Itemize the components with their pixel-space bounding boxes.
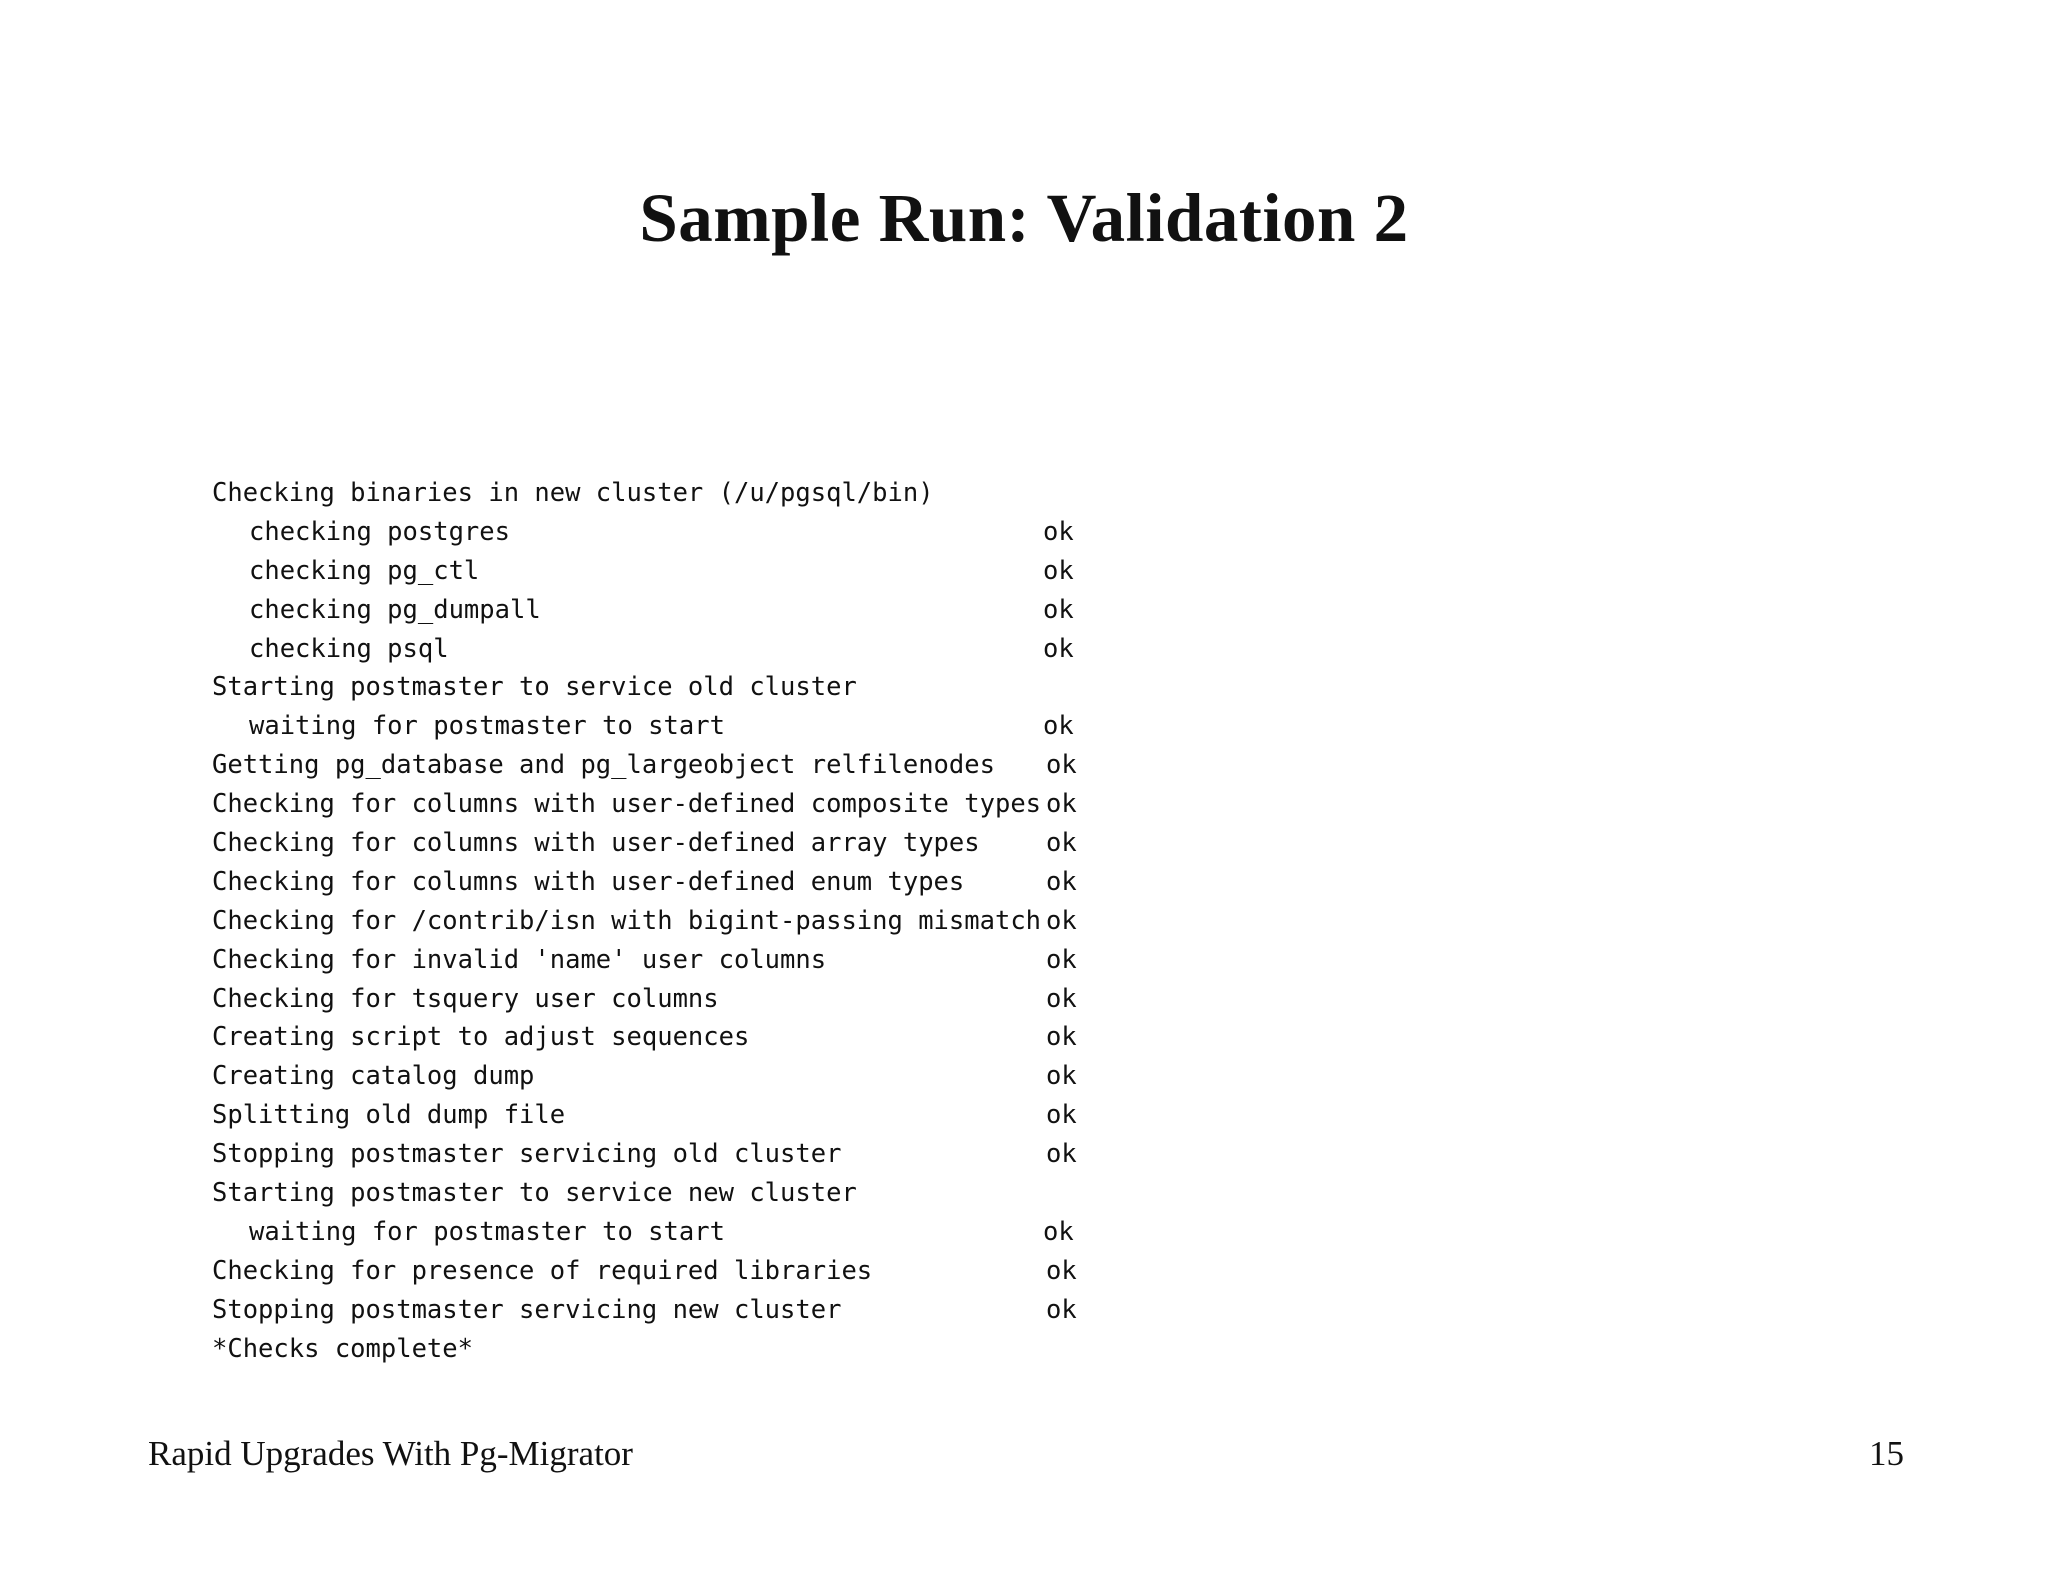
console-line (212, 980, 1212, 1019)
console-line-text: Creating script to adjust sequences (212, 1022, 750, 1053)
console-line (212, 785, 1212, 824)
console-line-status: ok (1046, 828, 1077, 859)
console-line (212, 591, 1212, 630)
console-line-text: Checking for /contrib/isn with bigint-passing mismatch (212, 905, 1042, 936)
console-line (212, 1252, 1212, 1291)
console-line-text: Starting postmaster to service new cluster (212, 1178, 857, 1209)
console-line-text: waiting for postmaster to start (249, 1216, 725, 1247)
console-line (212, 513, 1212, 552)
console-line-text: Checking binaries in new cluster (/u/pgsql/bin) (212, 478, 934, 508)
console-line-status: ok (1046, 750, 1077, 781)
console-line-status: ok (1046, 1022, 1077, 1053)
console-line-text: checking psql (249, 633, 449, 664)
console-line-text: Checking for columns with user-defined composite types (212, 789, 1042, 820)
console-line-status: ok (1043, 711, 1074, 742)
page-number: 15 (1869, 1434, 1904, 1473)
console-line-status: ok (1046, 944, 1077, 975)
console-line-text: Getting pg_database and pg_largeobject relfilenodes (212, 750, 995, 781)
console-line (212, 1213, 1212, 1252)
console-line (212, 746, 1212, 785)
console-line-text: Starting postmaster to service old cluster (212, 672, 857, 703)
console-line-status: ok (1043, 1216, 1074, 1247)
console-line (212, 1018, 1212, 1057)
console-line-status: ok (1046, 789, 1077, 820)
console-line (212, 1291, 1212, 1330)
console-line (212, 1096, 1212, 1135)
console-line-status: ok (1046, 905, 1077, 936)
console-line-status: ok (1046, 1294, 1077, 1325)
console-line-status: ok (1043, 594, 1074, 625)
console-line-status: ok (1046, 1255, 1077, 1286)
console-line-status: ok (1046, 1139, 1077, 1170)
console-line (212, 1135, 1212, 1174)
console-line (212, 552, 1212, 591)
console-line (212, 863, 1212, 902)
console-line-text: Creating catalog dump (212, 1061, 535, 1092)
console-output (212, 474, 1212, 1368)
console-line (212, 902, 1212, 941)
console-line-text: Checking for presence of required libraries (212, 1255, 873, 1286)
console-line-text: Checking for columns with user-defined array types (212, 828, 980, 859)
console-line-status: ok (1046, 1100, 1077, 1131)
console-line-status: ok (1043, 516, 1074, 547)
console-line (212, 668, 1212, 707)
console-line-status: ok (1046, 866, 1077, 897)
console-line-status: ok (1043, 633, 1074, 664)
console-line-text: Checking for tsquery user columns (212, 983, 719, 1014)
console-line (212, 1174, 1212, 1213)
console-line (212, 824, 1212, 863)
console-line-text: Stopping postmaster servicing new cluster (212, 1294, 842, 1325)
console-line (212, 707, 1212, 746)
console-line-text: checking postgres (249, 516, 510, 547)
console-line-text: checking pg_ctl (249, 555, 480, 586)
console-line-text: *Checks complete* (212, 1333, 473, 1364)
console-line-status: ok (1043, 555, 1074, 586)
console-line-text: Stopping postmaster servicing old cluster (212, 1139, 842, 1170)
console-line-text: Checking for invalid 'name' user columns (212, 944, 827, 975)
console-line (212, 1057, 1212, 1096)
console-line-text: checking pg_dumpall (249, 594, 541, 625)
console-line-status: ok (1046, 1061, 1077, 1092)
slide-title: Sample Run: Validation 2 (639, 180, 1409, 256)
console-line-text: Splitting old dump file (212, 1100, 566, 1131)
console-line (212, 1330, 1212, 1369)
console-line-text: Checking for columns with user-defined enum types (212, 866, 965, 897)
footer-title: Rapid Upgrades With Pg-Migrator (148, 1434, 633, 1473)
console-line (212, 941, 1212, 980)
console-line-text: waiting for postmaster to start (249, 711, 725, 742)
console-line-status: ok (1046, 983, 1077, 1014)
console-line (212, 630, 1212, 669)
console-line (212, 474, 1212, 513)
